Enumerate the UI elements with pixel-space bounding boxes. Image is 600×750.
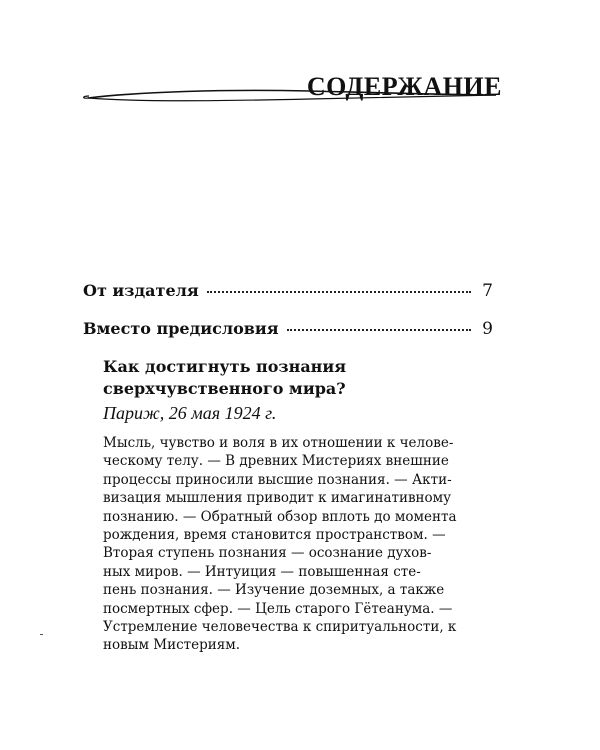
summary-line: пень познания. — Изучение доземных, а также [103,582,445,599]
toc-page-number: 7 [482,281,493,301]
decorative-flourish [80,86,500,110]
place-date: Париж, 26 мая 1924 г. [103,403,277,423]
section-title-line: сверхчувственного мира? [103,379,346,398]
flourish-stroke-lower [88,95,496,101]
page-heading: СОДЕРЖАНИЕ [306,72,502,101]
dot-leader [287,329,471,331]
dot-leader [207,291,471,293]
summary-line: Вторая ступень познания — осознание духов- [103,545,432,562]
summary-line: Мысль, чувство и воля в их отношении к челове- [103,435,454,451]
summary-line: познанию. — Обратный обзор вплоть до момента [103,508,457,525]
toc-page-number: 9 [482,319,493,339]
summary-line: новым Мистериям. [103,637,241,654]
summary-line: Устремление человечества к спиритуальности, к [103,619,457,636]
toc-entry-label: Вместо предисловия [83,319,279,338]
toc-entry-foreword [83,319,493,339]
summary-line: ческому телу. — В древних Мистериях внешние [103,453,449,470]
summary-line: посмертных сфер. — Цель старого Гётеанума. — [103,600,453,617]
summary-line: процессы приносили высшие познания. — Акти- [103,471,452,488]
summary-line: рождения, время становится пространством. — [103,527,446,544]
section-title-line: Как достигнуть познания [103,357,347,376]
section-summary [103,434,503,655]
toc-entry-publisher [83,281,493,301]
toc-entry-label: От издателя [83,281,199,300]
summary-line: визация мышления приводит к имагинативному [103,490,452,507]
section-title [103,356,483,400]
summary-line: ных миров. — Интуиция — повышенная сте- [103,563,421,580]
print-speck [40,634,43,635]
